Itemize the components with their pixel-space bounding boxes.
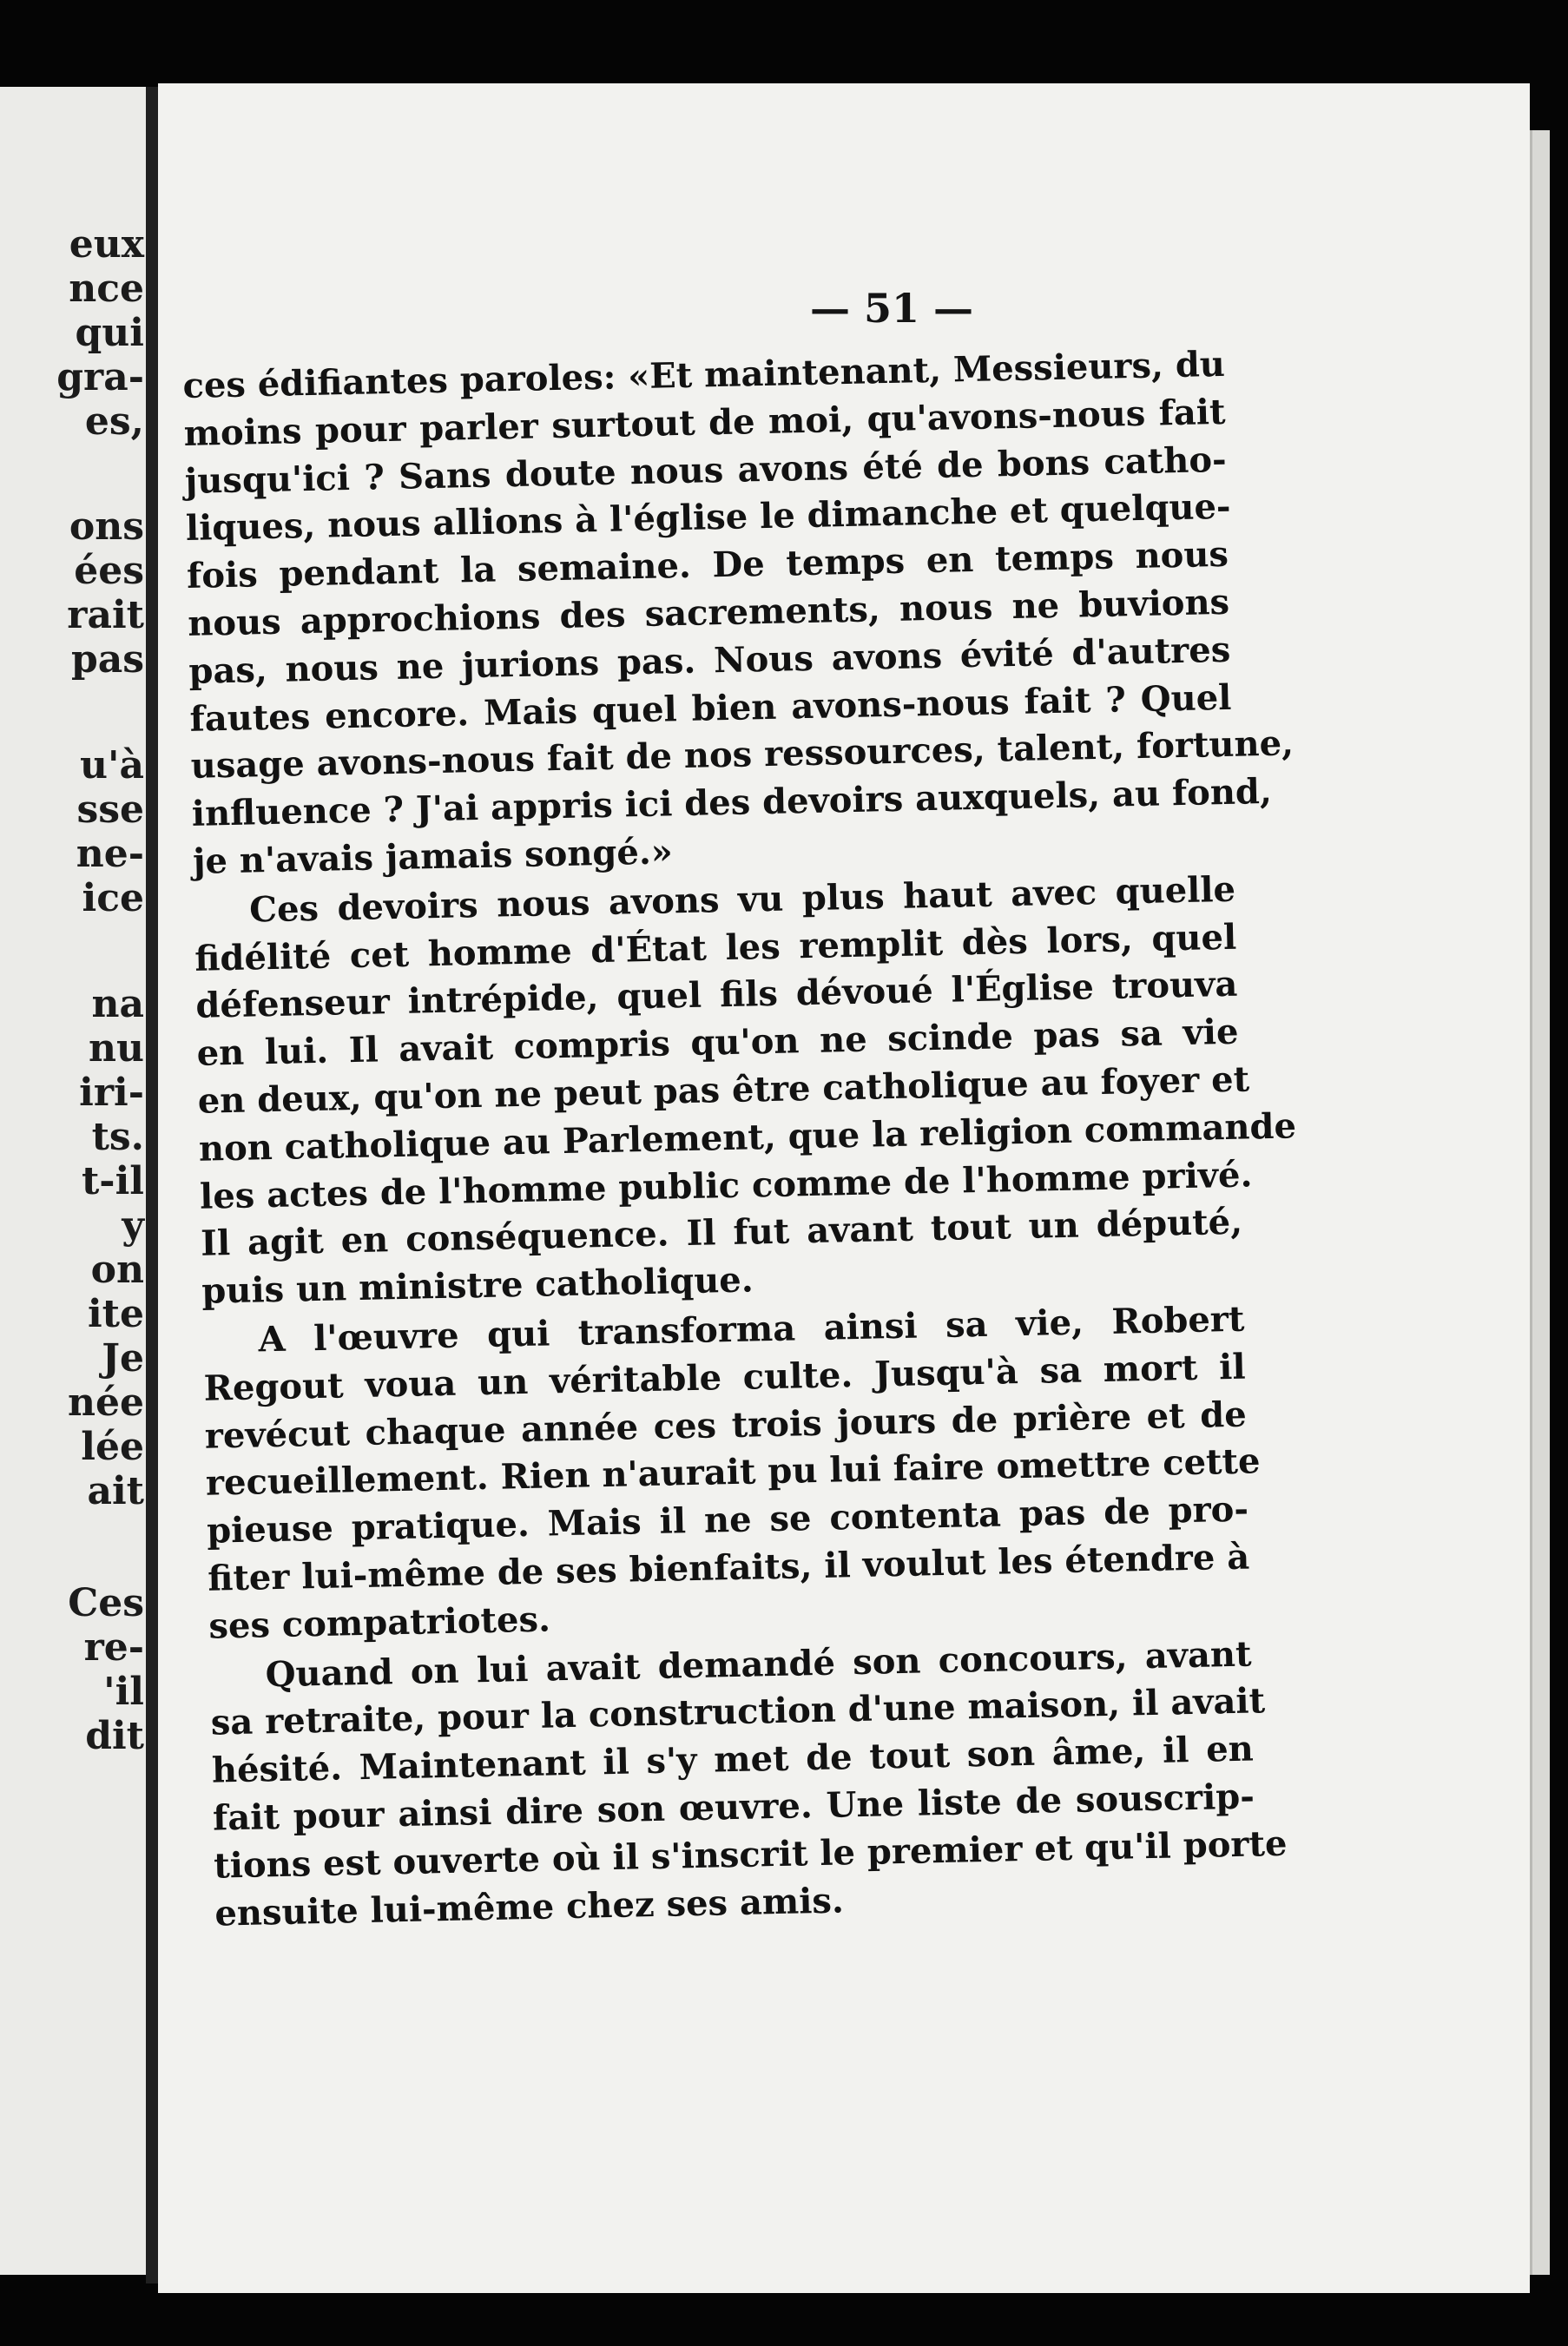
text-line: non catholique au Parlement, que la religion commande [198, 1105, 1297, 1170]
text-line: Regout voua un véritable culte. Jusqu'à sa mort il [203, 1346, 1246, 1409]
text-line: A l'œuvre qui transforma ainsi sa vie, Robert [258, 1298, 1245, 1361]
text-line: ces édifiantes paroles: «Et maintenant, Messieurs, du [182, 343, 1226, 406]
left-page-fragment: rait [67, 593, 144, 637]
text-line: nous approchions des sacrements, nous ne buvions [187, 581, 1230, 644]
left-page-fragment: eux [69, 222, 144, 267]
book-gutter [146, 87, 158, 2283]
left-page-fragment: Je [102, 1336, 144, 1381]
facing-page-left [0, 87, 149, 2275]
paragraph [182, 341, 1295, 886]
paragraph [202, 1296, 1261, 1651]
left-page-fragment: ts. [91, 1115, 144, 1159]
left-page-fragment: pas [70, 637, 144, 682]
left-page-fragment: sse [76, 787, 144, 832]
paragraph [194, 867, 1297, 1316]
left-page-fragment: ne- [76, 832, 144, 876]
text-line: puis un ministre catholique. [201, 1259, 754, 1312]
body-text [182, 341, 1297, 1940]
text-line: défenseur intrépide, quel fils dévoué l'Église trouva [195, 964, 1238, 1027]
left-page-fragment: ons [69, 504, 144, 549]
left-page-fragment: née [68, 1381, 144, 1425]
left-page-fragment: es, [84, 399, 144, 444]
text-line: Quand on lui avait demandé son concours, avant [265, 1633, 1252, 1695]
left-page-fragment: on [90, 1248, 144, 1292]
left-page-fragment: Ces [68, 1581, 144, 1625]
text-line: fiter lui-même de ses bienfaits, il voulut les étendre à [207, 1536, 1250, 1599]
text-line: hésité. Maintenant il s'y met de tout son âme, il en [211, 1728, 1255, 1791]
text-line: recueillement. Rien n'aurait pu lui faire omettre cette [205, 1440, 1261, 1505]
text-line: ses compatriotes. [208, 1598, 551, 1647]
left-page-fragment: gra- [56, 355, 144, 399]
text-line: tions est ouverte où il s'inscrit le premier et qu'il porte [213, 1822, 1288, 1887]
left-page-fragment: dit [85, 1714, 144, 1758]
text-line: les actes de l'homme public comme de l'homme privé. [199, 1153, 1253, 1217]
text-line: moins pour parler surtout de moi, qu'avons-nous fait [183, 391, 1226, 454]
paragraph [209, 1631, 1288, 1938]
text-line: en deux, qu'on ne peut pas être catholique au foyer et [197, 1058, 1250, 1122]
left-page-fragment: ice [82, 876, 144, 920]
text-line: ensuite lui-même chez ses amis. [214, 1879, 845, 1934]
text-line: Ces devoirs nous avons vu plus haut avec quelle [248, 868, 1236, 931]
text-line: pas, nous ne jurions pas. Nous avons évité d'autres [188, 629, 1231, 692]
left-page-fragment: nu [89, 1026, 144, 1071]
page-edge [1530, 130, 1550, 2275]
text-line: sa retraite, pour la construction d'une maison, il avait [210, 1680, 1266, 1743]
left-page-fragment: iri- [79, 1071, 144, 1115]
text-line: influence ? J'ai appris ici des devoirs auxquels, au fond, [191, 771, 1273, 835]
left-page-fragment: ait [87, 1469, 144, 1513]
text-line: liques, nous allions à l'église le dimanche et quelque- [185, 486, 1232, 550]
left-page-fragment: ite [87, 1292, 144, 1336]
text-line: Il agit en conséquence. Il fut avant tout un député, [200, 1201, 1243, 1265]
text-line: en lui. Il avait compris qu'on ne scinde pas sa vie [196, 1011, 1239, 1074]
text-line: usage avons-nous fait de nos ressources, talent, fortune, [190, 722, 1295, 787]
text-line: fautes encore. Mais quel bien avons-nous fait ? Quel [189, 676, 1232, 740]
left-page-fragment: 'il [103, 1670, 144, 1714]
left-page-fragment: y [122, 1203, 144, 1248]
page-number: — 51 — [809, 285, 974, 332]
left-page-fragment: u'à [80, 743, 144, 787]
left-page-fragment: ées [74, 549, 144, 593]
left-page-fragment: na [91, 982, 144, 1026]
left-page-fragment: qui [75, 311, 144, 355]
text-line: fois pendant la semaine. De temps en temps nous [186, 534, 1229, 597]
left-page-fragment: re- [83, 1625, 144, 1670]
left-page-fragment: lée [81, 1425, 144, 1469]
text-line: fidélité cet homme d'État les remplit dès lors, quel [194, 916, 1237, 979]
text-line: revécut chaque année ces trois jours de prière et de [204, 1394, 1248, 1457]
text-line: jusqu'ici ? Sans doute nous avons été de bons catho- [184, 438, 1228, 502]
left-page-fragment: t-il [81, 1159, 144, 1203]
text-line: pieuse pratique. Mais il ne se contenta pas de pro- [206, 1488, 1249, 1552]
text-line: fait pour ainsi dire son œuvre. Une liste de souscrip- [212, 1776, 1255, 1839]
left-page-fragment: nce [69, 267, 144, 311]
text-line: je n'avais jamais songé.» [192, 831, 674, 882]
